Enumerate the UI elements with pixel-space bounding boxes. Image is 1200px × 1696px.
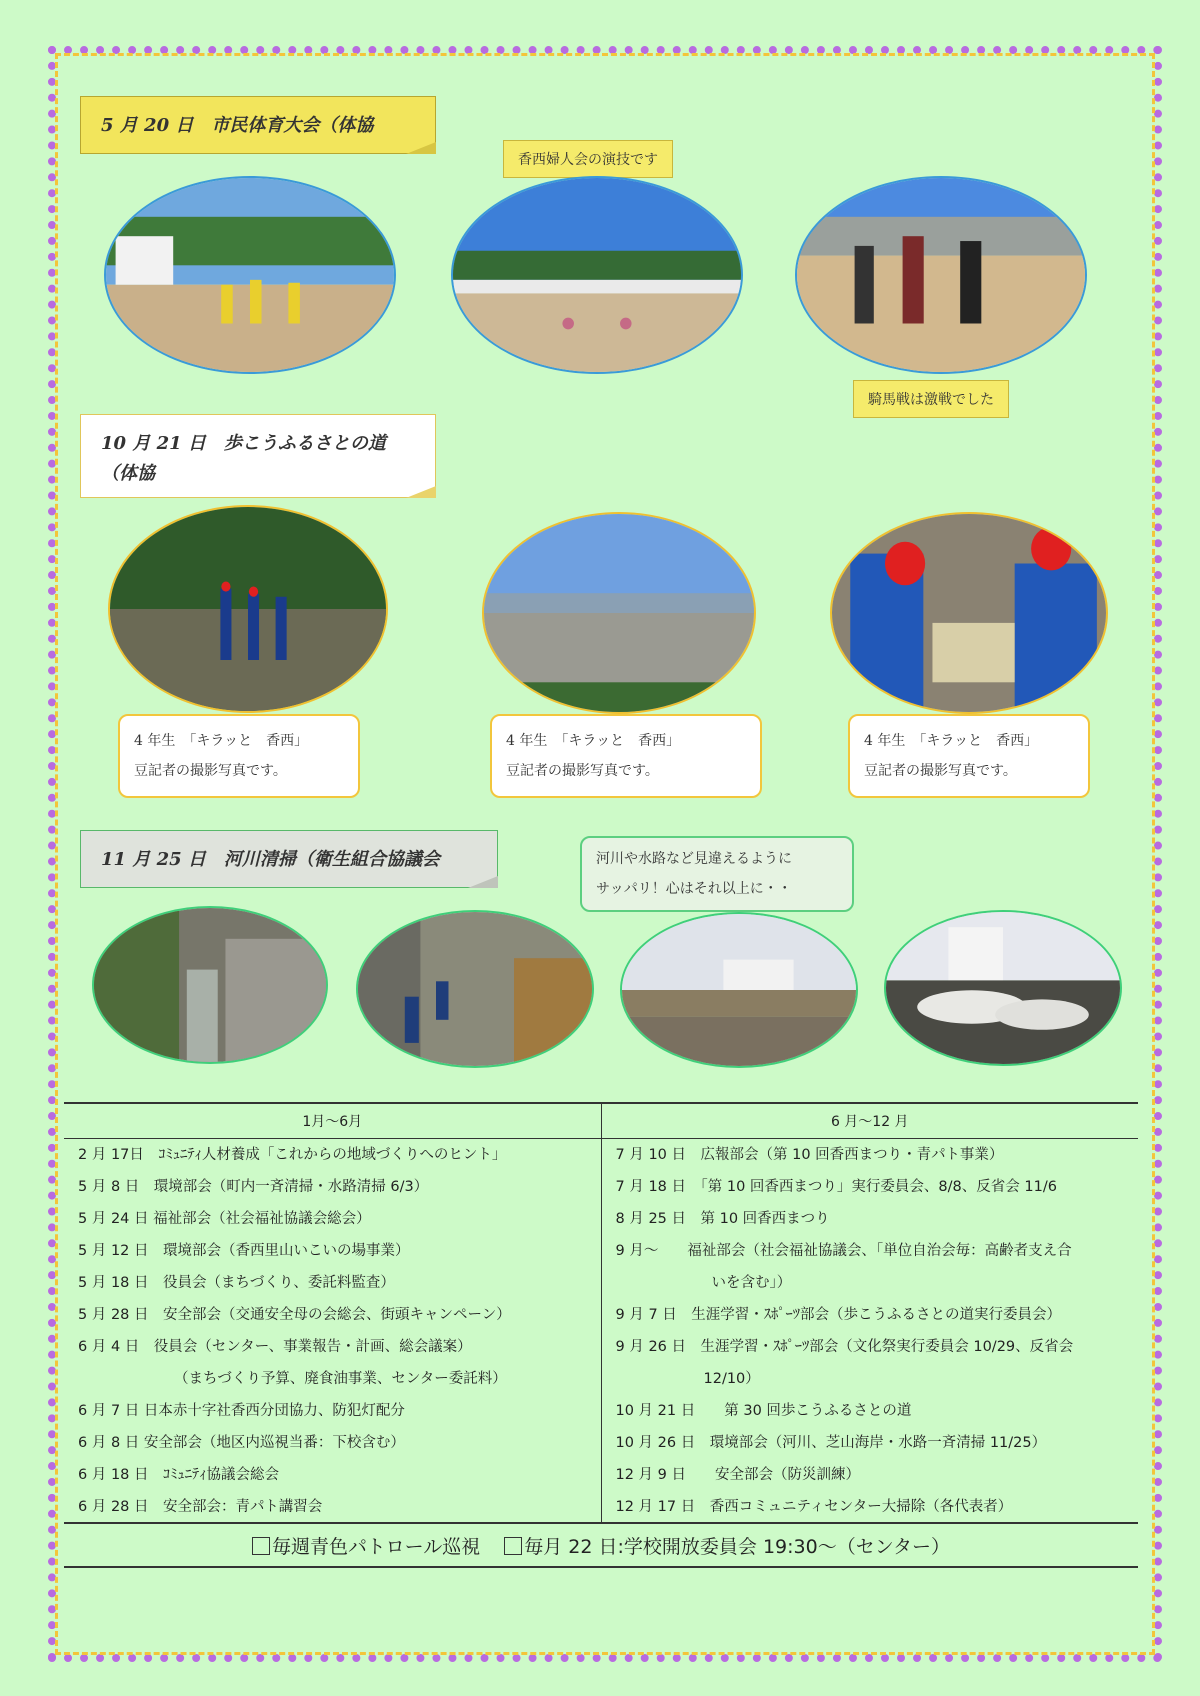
section-title-sports: 5 月 20 日 市民体育大会（体協 [80,96,436,154]
schedule-item: 5 月 28 日 安全部会（交通安全母の会総会、街頭キャンペーン） [78,1307,511,1323]
schedule-item: 8 月 25 日 第 10 回香西まつり [615,1211,830,1227]
photo-sandbags [884,910,1122,1066]
photo-river-bank [620,912,858,1068]
schedule-header-first-half: 1月～6月 [64,1103,601,1139]
schedule-item: 9 月 26 日 生涯学習・ｽﾎﾟｰﾂ部会（文化祭実行委員会 10/29、反省会 [615,1339,1074,1355]
schedule-item: 12 月 9 日 安全部会（防災訓練） [615,1467,861,1483]
schedule-item: 9 月 7 日 生涯学習・ｽﾎﾟｰﾂ部会（歩こうふるさとの道実行委員会） [615,1307,1062,1323]
checkbox-icon [252,1537,270,1555]
footer-patrol: 毎週青色パトロール巡視 [252,1532,480,1559]
schedule-first-half [64,1139,601,1524]
callout-river-clean: 河川や水路など見違えるように サッパリ！心はそれ以上に・・ [580,836,854,912]
reporter-caption-3: 4 年生 「キラッと 香西」 豆記者の撮影写真です。 [848,714,1090,798]
schedule-item-continued: いを含む」） [711,1275,792,1291]
reporter-caption-1: 4 年生 「キラッと 香西」 豆記者の撮影写真です。 [118,714,360,798]
schedule-item: 6 月 7 日 日本赤十字社香西分団協力、防犯灯配分 [78,1403,405,1419]
schedule-item: 9 月～ 福祉部会（社会福祉協議会、「単位自治会毎：高齢者支え合 [615,1243,1072,1259]
schedule-item: 6 月 8 日 安全部会（地区内巡視当番：下校含む） [78,1435,405,1451]
callout-womens-assoc: 香西婦人会の演技です [503,140,673,178]
schedule-item: 5 月 8 日 環境部会（町内一斉清掃・水路清掃 6/3） [78,1179,429,1195]
photo-forest-walk [108,505,388,713]
schedule-item-continued: （まちづくり予算、廃食油事業、センター委託料） [174,1371,507,1387]
section-title-river: 11 月 25 日 河川清掃（衛生組合協議会 [80,830,498,888]
photo-parade [104,176,396,374]
schedule-header-second-half: 6 月～12 月 [601,1103,1138,1139]
section-title-walk: 10 月 21 日 歩こうふるさとの道 （体協 [80,414,436,498]
schedule-item: 7 月 18 日 「第 10 回香西まつり」実行委員会、8/8、反省会 11/6 [615,1179,1057,1195]
schedule-item: 5 月 24 日 福祉部会（社会福祉協議会総会） [78,1211,371,1227]
schedule-item: 10 月 21 日 第 30 回歩こうふるさとの道 [615,1403,912,1419]
checkbox-icon [504,1537,522,1555]
photo-waterway-alley [92,906,328,1064]
regular-activities-footer [64,1522,1138,1568]
schedule-item: 6 月 28 日 安全部会：青パト講習会 [78,1499,323,1515]
annual-schedule-table [64,1102,1138,1523]
schedule-item: 12 月 17 日 香西コミュニティセンター大掃除（各代表者） [615,1499,1013,1515]
photo-womens-performance [451,176,743,374]
photo-children-map [830,512,1108,714]
photo-cavalry-battle [795,176,1087,374]
schedule-second-half [601,1139,1138,1524]
photo-town-view [482,512,756,714]
footer-school-committee: 毎月 22 日:学校開放委員会 19:30～（センター） [504,1532,950,1559]
schedule-item-continued: 12/10） [703,1371,760,1387]
schedule-item: 2 月 17日 ｺﾐｭﾆﾃｨ人材養成「これからの地域づくりへのヒント」 [78,1147,507,1163]
reporter-caption-2: 4 年生 「キラッと 香西」 豆記者の撮影写真です。 [490,714,762,798]
schedule-item: 7 月 10 日 広報部会（第 10 回香西まつり・青パト事業） [615,1147,1004,1163]
photo-canal-cleanup [356,910,594,1068]
schedule-item: 5 月 12 日 環境部会（香西里山いこいの場事業） [78,1243,410,1259]
schedule-item: 5 月 18 日 役員会（まちづくり、委託料監査） [78,1275,395,1291]
schedule-item: 10 月 26 日 環境部会（河川、芝山海岸・水路一斉清掃 11/25） [615,1435,1047,1451]
schedule-item: 6 月 4 日 役員会（センター、事業報告・計画、総会議案） [78,1339,472,1355]
schedule-item: 6 月 18 日 ｺﾐｭﾆﾃｨ協議会総会 [78,1467,280,1483]
callout-cavalry: 騎馬戦は激戦でした [853,380,1009,418]
